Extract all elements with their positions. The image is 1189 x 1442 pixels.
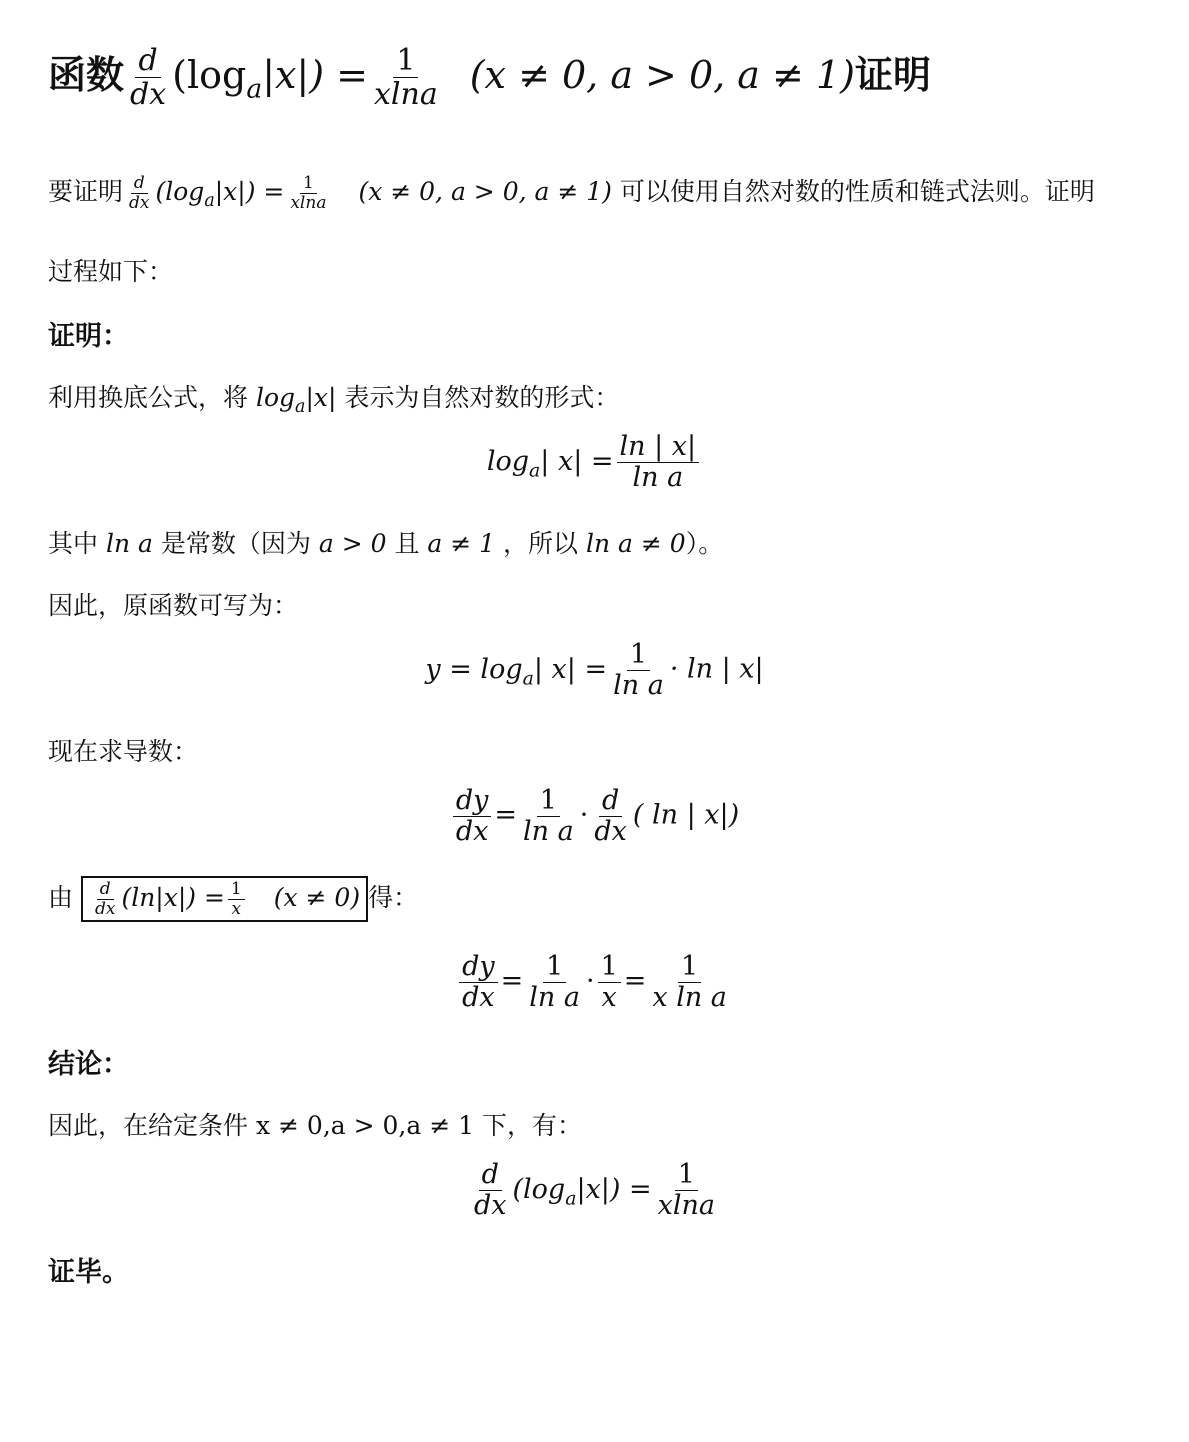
equation-rewrite: $y = \log_a|$ x| = $\frac{1}{\text{ln a}}$ · ln | x| bbox=[425, 639, 764, 701]
step-conclusion: 因此，在给定条件 x ≠ 0,a > 0,a ≠ 1 下，有： bbox=[48, 1111, 582, 1140]
step-differentiate: 现在求导数： bbox=[48, 737, 199, 766]
title-derivative-fraction: $\frac{d}{dx}$ bbox=[130, 43, 167, 112]
equation-derivative: $\frac{dy}{dx}$ = $\frac{1}{\text{ln a}}$ · $\frac{d}{dx}$ ( ln | x|) bbox=[0, 786, 1189, 846]
step-ln-derivative: 由 $\frac{d}{dx}$ (ln|x|) = $\frac{1}{x}$ (x ≠ 0) 得： bbox=[48, 876, 418, 922]
intro-condition: (x ≠ 0, a > 0, a ≠ 1) bbox=[358, 177, 612, 206]
page-title: 函数 $\frac{d}{dx}$ $(\log_a|x|)$ = $\frac{1}{xlna}$ (x ≠ 0, a > 0, a ≠ 1)证明 bbox=[48, 43, 931, 112]
intro-paragraph: 要证明 $\frac{d}{dx}$ $(\log_a|x|)$ = $\frac{1}{xlna}$ (x ≠ 0, a > 0, a ≠ 1) 可以使用自然对数的性质和链式法则。证明 bbox=[48, 172, 1095, 213]
proof-end: 证毕。 bbox=[48, 1257, 129, 1288]
title-result-fraction: $\frac{1}{xlna}$ bbox=[374, 43, 438, 112]
step-constant-note: 其中 ln a 是常数（因为 a > 0 且 a ≠ 1 ，所以 ln a ≠ 0）。 bbox=[48, 529, 724, 558]
title-condition: (x ≠ 0, a > 0, a ≠ 1) bbox=[469, 53, 855, 97]
title-prefix: 函数 bbox=[48, 53, 125, 97]
boxed-formula: $\frac{d}{dx}$ (ln|x|) = $\frac{1}{x}$ (x ≠ 0) bbox=[81, 876, 368, 922]
title-log: (log bbox=[172, 53, 247, 97]
step-change-of-base: 利用换底公式，将 $\log_a|x|$ 表示为自然对数的形式： bbox=[48, 383, 620, 418]
equation-final: $\frac{d}{dx}$ $(\log_a|x|)$ = $\frac{1}{xlna}$ bbox=[473, 1159, 716, 1221]
conclusion-heading: 结论： bbox=[48, 1049, 129, 1080]
equation-change-of-base: $\log_a|$ x| = $\frac{\ln | x|}{\text{ln a}}$ bbox=[0, 432, 1189, 492]
proof-heading: 证明： bbox=[48, 321, 129, 352]
title-suffix: 证明 bbox=[854, 53, 931, 97]
equation-result: $\frac{dy}{dx}$ = $\frac{1}{\text{ln a}}$ · $\frac{1}{x}$ = $\frac{1}{\text{x ln a}}$ bbox=[0, 952, 1189, 1012]
step-rewrite: 因此，原函数可写为： bbox=[48, 591, 299, 620]
intro-line-2: 过程如下： bbox=[48, 257, 174, 286]
